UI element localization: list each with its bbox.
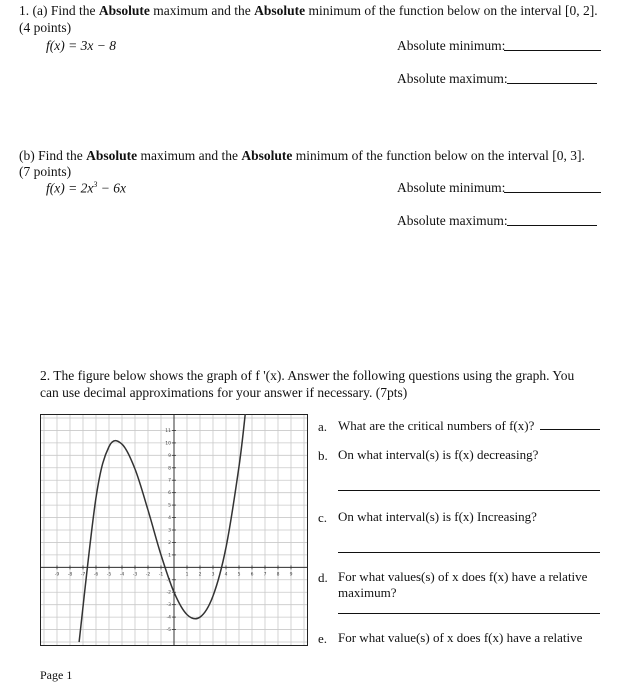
y-tick-label: -3 — [166, 603, 171, 609]
x-tick-label: 7 — [263, 572, 267, 578]
q2e-text: For what value(s) of x does f(x) have a relative — [338, 630, 583, 645]
q2d-text-line2: maximum? — [338, 585, 397, 600]
q1b-points: (7 points) — [19, 164, 72, 179]
x-tick-label: 9 — [289, 572, 293, 578]
q1b-function — [46, 180, 126, 197]
q1a-pre: 1. (a) Find the — [19, 3, 99, 18]
x-tick-label: -8 — [67, 572, 73, 578]
q1b-prompt — [19, 148, 585, 164]
q1a-min-answer-line[interactable] — [504, 50, 601, 51]
q1a-points: (4 points) — [19, 20, 72, 35]
q1b-max-answer-line[interactable] — [507, 225, 597, 226]
q1a-post: minimum of the function below on the interval [0, 2]. — [305, 3, 598, 18]
x-tick-label: 8 — [276, 572, 280, 578]
y-tick-label: 3 — [168, 528, 171, 534]
y-tick-label: 9 — [168, 453, 171, 459]
q1b-mid: maximum and the — [137, 148, 242, 163]
q2c-text: On what interval(s) is f(x) Increasing? — [338, 509, 537, 524]
q2-prompt-line2: can use decimal approximations for your answer if necessary. (7pts) — [40, 385, 408, 400]
x-tick-label: 2 — [198, 572, 202, 578]
q1b-bold-2: Absolute — [241, 148, 293, 163]
x-tick-label: -6 — [93, 572, 99, 578]
q1a-bold-2: Absolute — [254, 3, 306, 18]
q2d-text-line1: For what values(s) of x does f(x) have a relative — [338, 569, 588, 584]
q1a-max-answer-line[interactable] — [507, 83, 597, 84]
y-tick-label: -1 — [166, 578, 171, 584]
q2a-letter: a. — [318, 419, 328, 434]
x-tick-label: 6 — [250, 572, 254, 578]
x-tick-label: -7 — [80, 572, 86, 578]
q1b-function-rest: − 6x — [97, 180, 126, 196]
page-number: Page 1 — [40, 668, 73, 682]
x-tick-label: -4 — [119, 572, 125, 578]
q1a-prompt — [19, 3, 598, 19]
q1a-function: f(x) = 3x − 8 — [46, 38, 116, 53]
q2a-answer-line[interactable] — [540, 429, 600, 430]
y-tick-label: 6 — [168, 491, 171, 497]
y-tick-label: 7 — [168, 478, 171, 484]
x-tick-label: 4 — [224, 572, 228, 578]
q2b-answer-line[interactable] — [338, 490, 600, 491]
y-tick-label: 5 — [168, 503, 171, 509]
q2d-letter: d. — [318, 570, 328, 585]
x-tick-label: -9 — [54, 572, 60, 578]
q1b-min-answer-line[interactable] — [504, 192, 601, 193]
q2c-letter: c. — [318, 510, 328, 525]
y-tick-label: 10 — [165, 441, 171, 447]
q1b-post: minimum of the function below on the interval [0, 3]. — [292, 148, 585, 163]
x-tick-label: -1 — [158, 572, 164, 578]
x-tick-label: 5 — [237, 572, 241, 578]
q1a-max-label: Absolute maximum: — [397, 71, 508, 86]
q1b-bold-1: Absolute — [86, 148, 138, 163]
x-tick-label: -5 — [106, 572, 112, 578]
q1b-min-label: Absolute minimum: — [397, 180, 506, 195]
y-tick-label: 4 — [168, 516, 171, 522]
y-tick-label: 2 — [168, 540, 171, 546]
x-tick-label: -2 — [145, 572, 151, 578]
derivative-graph — [40, 414, 308, 646]
q1b-function-exponent: 3 — [93, 180, 98, 189]
q1a-min-label: Absolute minimum: — [397, 38, 506, 53]
y-tick-label: 1 — [168, 553, 171, 559]
x-tick-label: 3 — [211, 572, 215, 578]
x-tick-label: 1 — [185, 572, 189, 578]
q2a-text: What are the critical numbers of f(x)? — [338, 418, 535, 433]
q2b-letter: b. — [318, 448, 328, 463]
q2e-letter: e. — [318, 631, 328, 646]
q1b-function-base: f(x) = 2x — [46, 180, 94, 196]
q1b-max-label: Absolute maximum: — [397, 213, 508, 228]
y-tick-label: -5 — [166, 628, 171, 634]
y-tick-label: -2 — [166, 590, 171, 596]
q2d-answer-line[interactable] — [338, 613, 600, 614]
y-tick-label: 8 — [168, 466, 171, 472]
q2-prompt-line1: 2. The figure below shows the graph of f '(x). Answer the following questions using the graph. You — [40, 368, 575, 383]
y-tick-label: 11 — [165, 428, 171, 434]
y-tick-label: -4 — [166, 615, 171, 621]
q1a-bold-1: Absolute — [98, 3, 150, 18]
x-tick-label: -3 — [132, 572, 138, 578]
q1b-pre: (b) Find the — [19, 148, 87, 163]
q2c-answer-line[interactable] — [338, 552, 600, 553]
q1a-mid: maximum and the — [149, 3, 255, 18]
q2b-text: On what interval(s) is f(x) decreasing? — [338, 447, 539, 462]
